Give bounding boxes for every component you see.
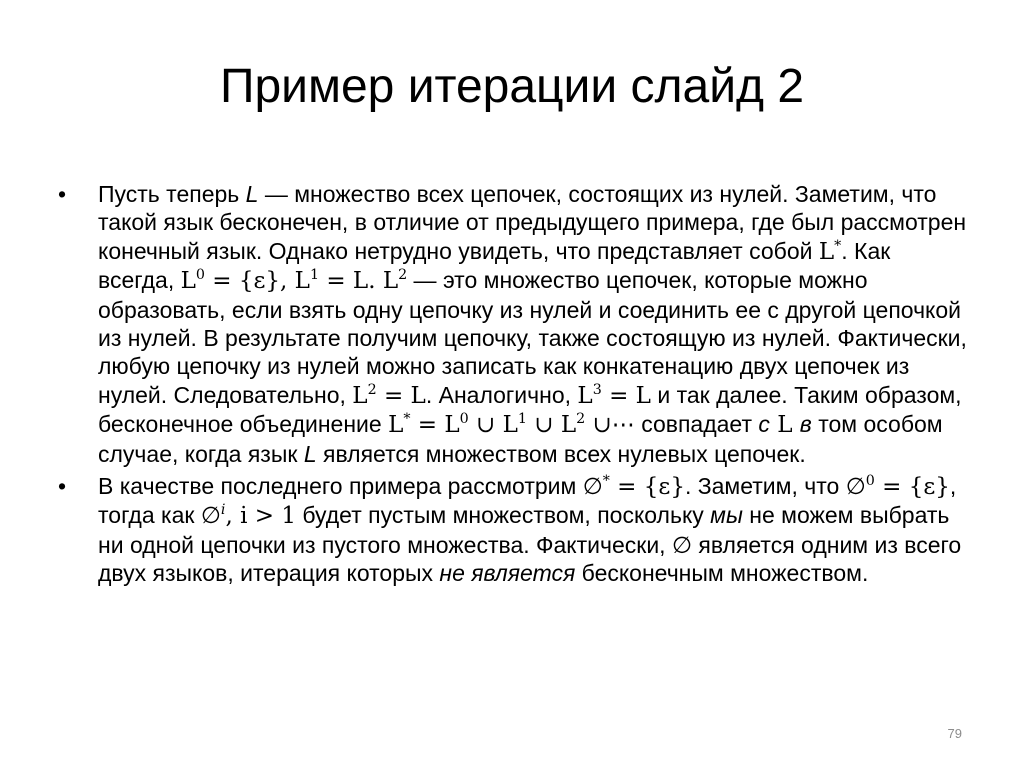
math-superscript: 0 xyxy=(865,473,875,490)
math-expression: ∪ L xyxy=(468,412,518,439)
math-superscript: * xyxy=(602,473,610,490)
math-superscript: 2 xyxy=(367,382,377,399)
text-run: , тогда как xyxy=(98,473,957,529)
bullet-text xyxy=(98,181,967,467)
math-var: L xyxy=(818,238,835,265)
math-expression: ∪ L xyxy=(526,412,577,439)
math-expression: = L. L xyxy=(319,268,399,295)
bullet-item-1 xyxy=(58,180,970,468)
text-run: мы xyxy=(710,502,743,529)
math-superscript: 0 xyxy=(459,411,469,428)
math-superscript: * xyxy=(403,411,411,428)
text-run: Пусть теперь xyxy=(98,181,246,207)
math-superscript: 0 xyxy=(195,267,205,284)
slide-title: Пример итерации слайд 2 xyxy=(219,60,805,113)
math-superscript: 2 xyxy=(398,267,408,284)
text-run: будет пустым множеством, поскольку xyxy=(295,502,711,529)
math-expression: = L xyxy=(376,382,426,409)
text-run: В качестве последнего примера рассмотрим xyxy=(98,473,583,500)
math-expression: = L xyxy=(601,382,651,409)
math-var: L xyxy=(352,382,368,409)
text-run: является множеством всех нулевых цепочек. xyxy=(316,440,806,467)
math-expression: = {ε} xyxy=(609,474,685,501)
text-run: том особом случае, когда язык xyxy=(98,411,943,467)
math-superscript: i xyxy=(220,502,226,519)
bullet-dot-icon: • xyxy=(58,181,67,207)
math-expression: ∪⋯ xyxy=(585,412,635,439)
bullet-item-2 xyxy=(58,472,970,588)
math-var: L xyxy=(577,382,593,409)
text-run: — множество всех цепочек, состоящих из нулей. Заметим, что такой язык бесконечен, в отличие от предыдущего примера, где был рассмотрен конечный язык. Однако нетрудно увидеть, что представляет собой xyxy=(98,181,967,264)
math-var: L xyxy=(180,268,196,295)
math-expression: , i > 1 xyxy=(225,503,296,530)
math-var: L xyxy=(388,412,404,439)
bullet-list xyxy=(58,180,970,592)
math-var: ∅ xyxy=(200,503,221,530)
math-superscript: 2 xyxy=(576,411,586,428)
text-run: с xyxy=(758,411,770,438)
text-run: совпадает xyxy=(634,411,759,438)
math-expression: = {ε}, L xyxy=(204,268,310,295)
math-superscript: 3 xyxy=(592,382,602,399)
text-run: не является xyxy=(439,560,576,587)
text-run: в xyxy=(799,411,812,438)
text-run: и так далее. Таким образом, бесконечное объединение xyxy=(98,381,962,438)
math-superscript: 1 xyxy=(309,267,320,284)
math-expression: = {ε} xyxy=(874,474,950,501)
bullet-dot-icon: • xyxy=(58,473,67,500)
math-superscript: * xyxy=(834,237,842,254)
text-run: бесконечным множеством. xyxy=(575,560,869,587)
text-run: . Заметим, что xyxy=(684,473,846,500)
math-var: L xyxy=(769,412,800,439)
bullet-text xyxy=(98,473,961,586)
page-number: 79 xyxy=(947,726,962,741)
math-expression: = L xyxy=(410,412,460,439)
text-run: . Аналогично, xyxy=(425,381,578,408)
math-var: L xyxy=(245,181,259,207)
math-var: ∅ xyxy=(845,474,866,501)
text-run: . Как всегда, xyxy=(98,237,891,294)
math-superscript: 1 xyxy=(517,411,527,428)
text-run: не можем выбрать ни одной цепочки из пустого множества. Фактически, ∅ является одним из всего двух языков, итерация которых xyxy=(98,502,962,587)
math-var: ∅ xyxy=(582,474,603,501)
text-run: — это множество цепочек, которые можно образовать, если взять одну цепочку из нулей и соединить ее с другой цепочкой из нулей. В результате получим цепочку, также состоящую из нулей. Фактически, любую цепочку из нулей можно записать как конкатенацию двух цепочек из нулей. Следовательно, xyxy=(98,267,967,408)
math-var: L xyxy=(303,440,317,467)
